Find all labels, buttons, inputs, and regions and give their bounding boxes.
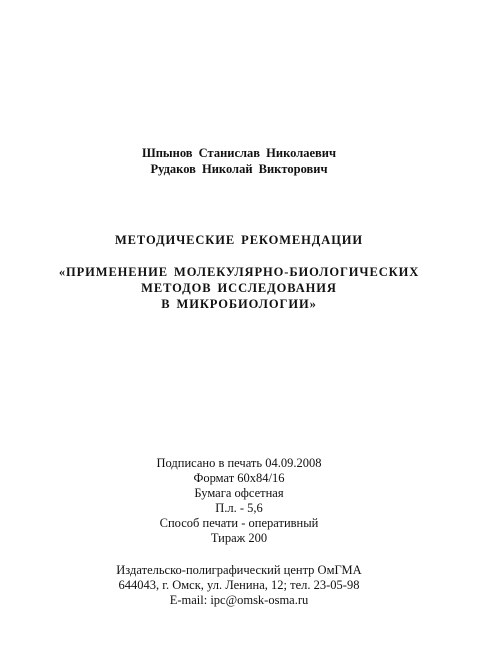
imprint-circulation: Тираж 200 <box>210 531 268 545</box>
imprint-paper: Бумага офсетная <box>194 486 284 500</box>
imprint-format: Формат 60х84/16 <box>193 471 285 485</box>
title-line-2: МЕТОДОВ ИССЛЕДОВАНИЯ <box>141 281 337 295</box>
author-2: Рудаков Николай Викторович <box>150 162 328 176</box>
imprint-print-method: Способ печати - оперативный <box>159 516 319 530</box>
publisher-address: 644043, г. Омск, ул. Ленина, 12; тел. 23-05-98 <box>118 578 360 592</box>
doc-type-heading: МЕТОДИЧЕСКИЕ РЕКОМЕНДАЦИИ <box>114 233 364 247</box>
title-line-1: «ПРИМЕНЕНИЕ МОЛЕКУЛЯРНО-БИОЛОГИЧЕСКИХ <box>58 265 420 279</box>
publisher-name: Издательско-полиграфический центр ОмГМА <box>116 563 362 577</box>
title-line-3: В МИКРОБИОЛОГИИ» <box>161 297 317 311</box>
imprint-signed-date: Подписано в печать 04.09.2008 <box>156 456 322 470</box>
author-1: Шпынов Станислав Николаевич <box>141 146 337 160</box>
publisher-email: E-mail: ipc@omsk-osma.ru <box>169 593 309 607</box>
imprint-sheets: П.л. - 5,6 <box>215 501 263 515</box>
